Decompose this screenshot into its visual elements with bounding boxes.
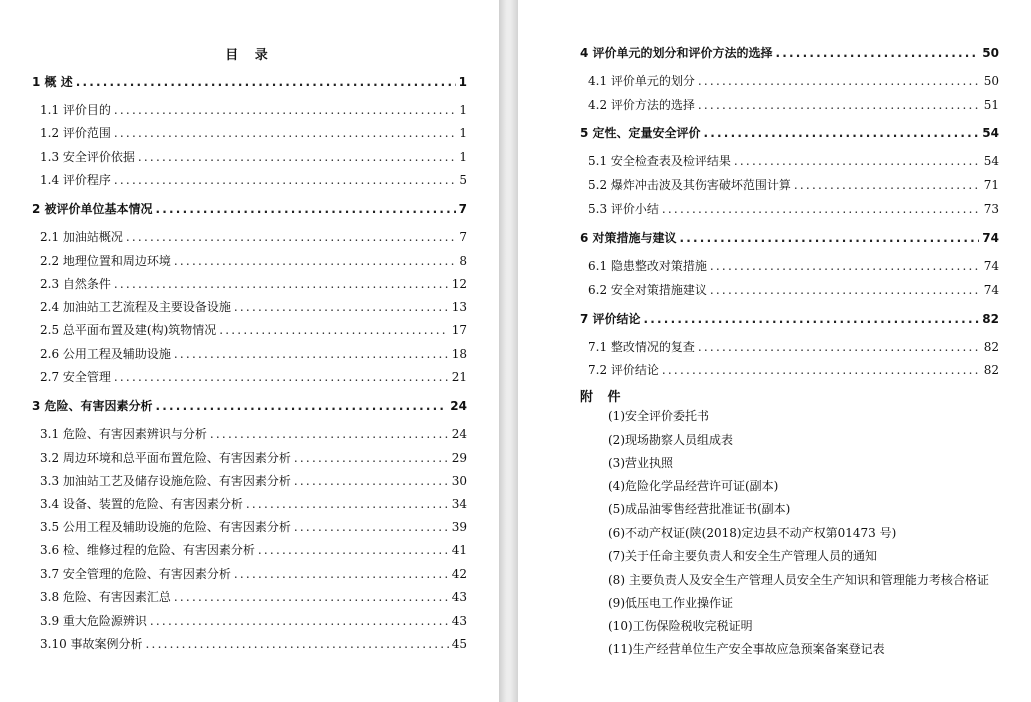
toc-leader-dots <box>704 124 980 142</box>
toc-entry-label: 3 危险、有害因素分析 <box>32 399 153 413</box>
toc-entry-label: 2.6 公用工程及辅助设施 <box>40 347 171 361</box>
toc-page-number: 13 <box>451 300 467 314</box>
appendix-item: (8) 主要负责人及安全生产管理人员安全生产知识和管理能力考核合格证 <box>608 573 989 587</box>
toc-leader-dots <box>234 298 449 316</box>
toc-entry[interactable] <box>40 612 467 630</box>
appendix-item: (10)工伤保险税收完税证明 <box>608 619 753 633</box>
appendix-title: 附 件 <box>580 390 626 405</box>
toc-entry[interactable] <box>588 176 999 194</box>
toc-leader-dots <box>776 44 980 62</box>
appendix-item: (7)关于任命主要负责人和安全生产管理人员的通知 <box>608 549 877 563</box>
toc-entry[interactable] <box>40 565 467 583</box>
toc-entry[interactable] <box>588 257 999 275</box>
toc-page-number: 74 <box>983 259 999 273</box>
toc-leader-dots <box>794 176 981 194</box>
toc-page-number: 12 <box>451 277 467 291</box>
toc-entry-label: 1.4 评价程序 <box>40 173 111 187</box>
toc-leader-dots <box>698 72 981 90</box>
toc-leader-dots <box>710 257 981 275</box>
toc-leader-dots <box>174 345 449 363</box>
toc-entry-label: 7.1 整改情况的复查 <box>588 340 695 354</box>
toc-entry[interactable] <box>40 124 467 142</box>
toc-page-number: 5 <box>459 173 467 187</box>
toc-page-number: 8 <box>459 254 467 268</box>
toc-page-number: 51 <box>983 98 999 112</box>
toc-page-number: 73 <box>983 202 999 216</box>
toc-entry-label: 2.3 自然条件 <box>40 277 111 291</box>
toc-leader-dots <box>294 449 449 467</box>
toc-entry-label: 3.5 公用工程及辅助设施的危险、有害因素分析 <box>40 520 291 534</box>
right-page <box>518 0 1031 702</box>
toc-leader-dots <box>138 148 456 166</box>
toc-entry[interactable] <box>580 44 999 62</box>
toc-leader-dots <box>156 200 456 218</box>
toc-page-number: 7 <box>459 230 467 244</box>
toc-entry-label: 1 概 述 <box>32 75 73 89</box>
toc-page-number: 24 <box>450 399 467 413</box>
appendix-item: (2)现场勘察人员组成表 <box>608 433 733 447</box>
toc-entry-label: 6.1 隐患整改对策措施 <box>588 259 707 273</box>
toc-page-number: 50 <box>983 74 999 88</box>
toc-entry-label: 1.2 评价范围 <box>40 126 111 140</box>
toc-page-number: 24 <box>451 427 467 441</box>
toc-entry-label: 7.2 评价结论 <box>588 363 659 377</box>
toc-page-number: 41 <box>451 543 467 557</box>
toc-leader-dots <box>294 518 449 536</box>
toc-entry[interactable] <box>32 200 467 218</box>
toc-entry[interactable] <box>40 101 467 119</box>
toc-entry-label: 2.2 地理位置和周边环境 <box>40 254 171 268</box>
toc-page-number: 1 <box>459 103 467 117</box>
toc-page-number: 1 <box>458 75 467 89</box>
toc-page-number: 82 <box>983 340 999 354</box>
toc-page-number: 71 <box>983 178 999 192</box>
toc-entry[interactable] <box>40 588 467 606</box>
toc-leader-dots <box>234 565 449 583</box>
toc-page-number: 1 <box>459 150 467 164</box>
toc-entry[interactable] <box>32 397 467 415</box>
toc-entry[interactable] <box>588 96 999 114</box>
toc-page-number: 17 <box>451 323 467 337</box>
toc-title: 目 录 <box>225 48 274 63</box>
toc-entry[interactable] <box>40 449 467 467</box>
toc-entry-label: 5.2 爆炸冲击波及其伤害破坏范围计算 <box>588 178 791 192</box>
toc-leader-dots <box>114 368 449 386</box>
toc-leader-dots <box>146 635 449 653</box>
toc-leader-dots <box>174 252 456 270</box>
page-gutter <box>499 0 518 702</box>
toc-leader-dots <box>150 612 449 630</box>
toc-page-number: 43 <box>451 590 467 604</box>
toc-entry-label: 4 评价单元的划分和评价方法的选择 <box>580 46 773 60</box>
toc-page-number: 7 <box>458 202 467 216</box>
toc-page-number: 82 <box>982 312 999 326</box>
toc-page-number: 39 <box>451 520 467 534</box>
toc-entry[interactable] <box>588 72 999 90</box>
toc-leader-dots <box>114 275 449 293</box>
toc-page-number: 74 <box>983 283 999 297</box>
toc-leader-dots <box>680 229 980 247</box>
toc-entry[interactable] <box>40 275 467 293</box>
appendix-item: (9)低压电工作业操作证 <box>608 596 733 610</box>
toc-leader-dots <box>210 425 449 443</box>
appendix-item: (6)不动产权证(陕(2018)定边县不动产权第01473 号) <box>608 526 897 540</box>
toc-entry[interactable] <box>32 73 467 91</box>
toc-leader-dots <box>156 397 448 415</box>
appendix-item: (5)成品油零售经营批准证书(副本) <box>608 502 791 516</box>
toc-entry[interactable] <box>40 541 467 559</box>
toc-leader-dots <box>174 588 449 606</box>
toc-entry[interactable] <box>40 252 467 270</box>
toc-page-number: 54 <box>983 154 999 168</box>
toc-entry-label: 5.3 评价小结 <box>588 202 659 216</box>
toc-leader-dots <box>114 124 456 142</box>
toc-leader-dots <box>76 73 456 91</box>
toc-leader-dots <box>662 200 981 218</box>
toc-entry-label: 5.1 安全检查表及检评结果 <box>588 154 731 168</box>
toc-entry[interactable] <box>40 298 467 316</box>
toc-leader-dots <box>114 101 456 119</box>
toc-entry-label: 1.3 安全评价依据 <box>40 150 135 164</box>
toc-leader-dots <box>734 152 981 170</box>
toc-entry[interactable] <box>40 345 467 363</box>
toc-entry[interactable] <box>588 281 999 299</box>
toc-entry[interactable] <box>40 321 467 339</box>
toc-entry[interactable] <box>40 495 467 513</box>
appendix-item: (1)安全评价委托书 <box>608 409 709 423</box>
toc-entry[interactable] <box>40 425 467 443</box>
toc-entry-label: 3.2 周边环境和总平面布置危险、有害因素分析 <box>40 451 291 465</box>
toc-entry-label: 2 被评价单位基本情况 <box>32 202 153 216</box>
toc-leader-dots <box>126 228 456 246</box>
toc-leader-dots <box>294 472 449 490</box>
left-page <box>0 0 499 702</box>
toc-entry[interactable] <box>40 368 467 386</box>
toc-entry-label: 4.2 评价方法的选择 <box>588 98 695 112</box>
appendix-item: (11)生产经营单位生产安全事故应急预案备案登记表 <box>608 642 885 656</box>
toc-leader-dots <box>662 361 981 379</box>
toc-entry-label: 3.4 设备、装置的危险、有害因素分析 <box>40 497 243 511</box>
toc-entry-label: 7 评价结论 <box>580 312 641 326</box>
toc-leader-dots <box>698 96 981 114</box>
toc-leader-dots <box>219 321 448 339</box>
toc-page-number: 30 <box>451 474 467 488</box>
toc-entry-label: 2.5 总平面布置及建(构)筑物情况 <box>40 323 217 337</box>
toc-entry-label: 3.10 事故案例分析 <box>40 637 143 651</box>
toc-page-number: 50 <box>982 46 999 60</box>
toc-entry-label: 3.7 安全管理的危险、有害因素分析 <box>40 567 231 581</box>
toc-entry-label: 4.1 评价单元的划分 <box>588 74 695 88</box>
toc-entry[interactable] <box>40 518 467 536</box>
toc-entry[interactable] <box>40 635 467 653</box>
toc-entry-label: 6 对策措施与建议 <box>580 231 677 245</box>
appendix-item: (3)营业执照 <box>608 456 673 470</box>
toc-leader-dots <box>258 541 449 559</box>
toc-leader-dots <box>246 495 449 513</box>
toc-entry-label: 3.3 加油站工艺及储存设施危险、有害因素分析 <box>40 474 291 488</box>
toc-leader-dots <box>710 281 981 299</box>
toc-entry[interactable] <box>588 338 999 356</box>
toc-entry-label: 5 定性、定量安全评价 <box>580 126 701 140</box>
toc-entry[interactable] <box>40 148 467 166</box>
toc-entry-label: 2.1 加油站概况 <box>40 230 123 244</box>
toc-entry[interactable] <box>40 171 467 189</box>
toc-entry[interactable] <box>580 310 999 328</box>
toc-entry[interactable] <box>40 472 467 490</box>
toc-page-number: 74 <box>982 231 999 245</box>
toc-page-number: 21 <box>451 370 467 384</box>
toc-entry-label: 3.6 检、维修过程的危险、有害因素分析 <box>40 543 255 557</box>
toc-entry-label: 3.9 重大危险源辨识 <box>40 614 147 628</box>
toc-entry-label: 1.1 评价目的 <box>40 103 111 117</box>
toc-page-number: 54 <box>982 126 999 140</box>
toc-entry-label: 2.7 安全管理 <box>40 370 111 384</box>
toc-page-number: 34 <box>451 497 467 511</box>
toc-page-number: 18 <box>451 347 467 361</box>
toc-entry[interactable] <box>588 200 999 218</box>
toc-entry[interactable] <box>580 124 999 142</box>
toc-entry-label: 3.8 危险、有害因素汇总 <box>40 590 171 604</box>
toc-entry[interactable] <box>580 229 999 247</box>
toc-entry-label: 6.2 安全对策措施建议 <box>588 283 707 297</box>
toc-page-number: 29 <box>451 451 467 465</box>
toc-entry-label: 3.1 危险、有害因素辨识与分析 <box>40 427 207 441</box>
toc-page-number: 42 <box>451 567 467 581</box>
toc-entry[interactable] <box>588 361 999 379</box>
toc-entry[interactable] <box>588 152 999 170</box>
toc-page-number: 1 <box>459 126 467 140</box>
toc-leader-dots <box>644 310 980 328</box>
appendix-item: (4)危险化学品经营许可证(副本) <box>608 479 779 493</box>
toc-page-number: 45 <box>451 637 467 651</box>
toc-entry[interactable] <box>40 228 467 246</box>
toc-entry-label: 2.4 加油站工艺流程及主要设备设施 <box>40 300 231 314</box>
toc-leader-dots <box>114 171 456 189</box>
toc-page-number: 43 <box>451 614 467 628</box>
toc-page-number: 82 <box>983 363 999 377</box>
toc-leader-dots <box>698 338 981 356</box>
